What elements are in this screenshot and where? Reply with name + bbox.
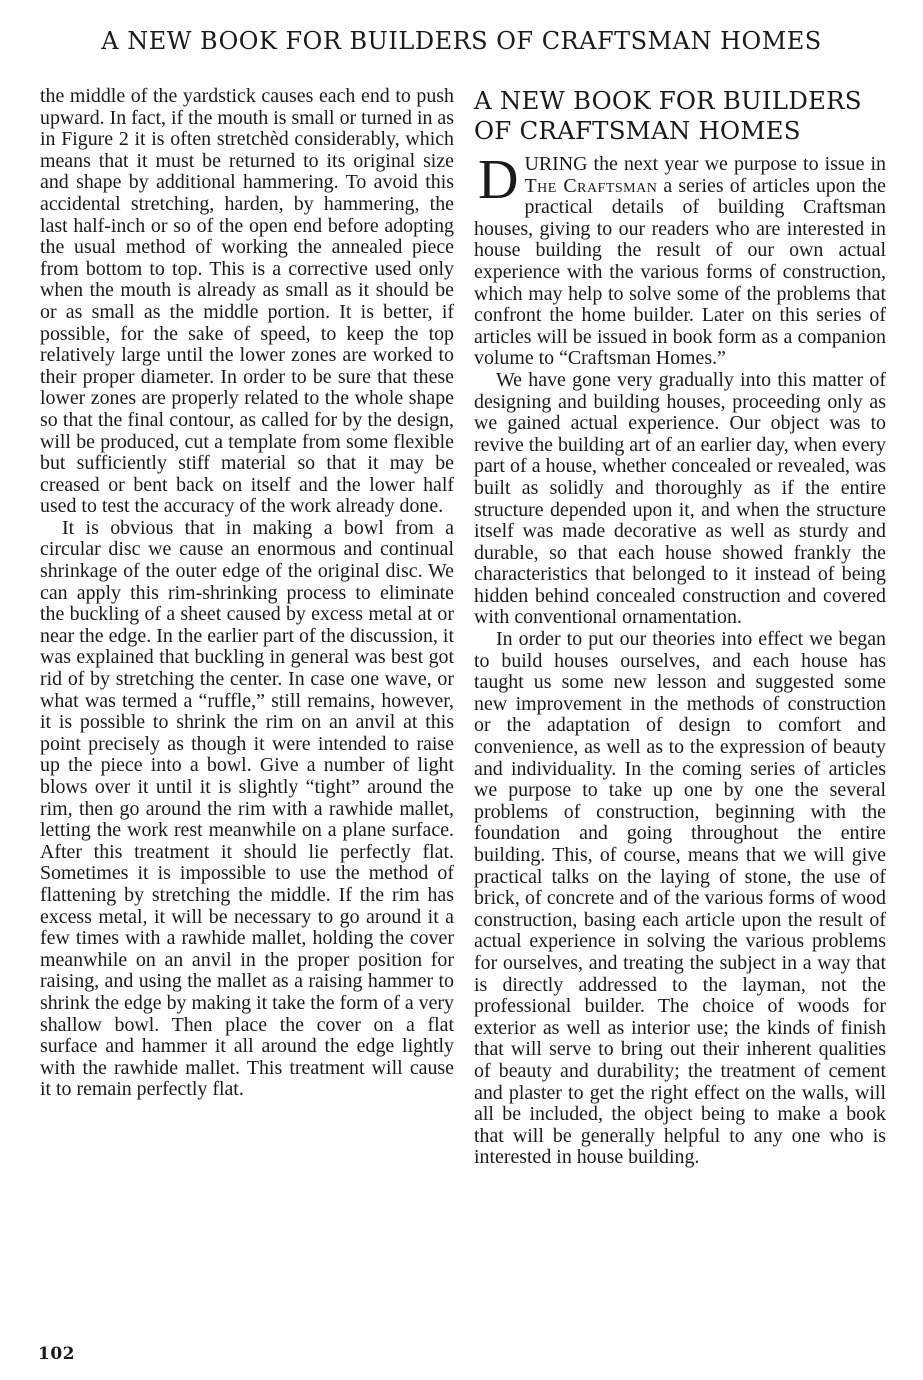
- right-column: [474, 86, 886, 1169]
- page-number: 102: [38, 1344, 75, 1364]
- article-title: A NEW BOOK FOR BUILDERS OF CRAFTSMAN HOMES: [474, 86, 862, 145]
- body-paragraph: the middle of the yardstick causes each end to push upward. In fact, if the mouth is small or turned in as in Figure 2 it is often stretchèd considerably, which means that it must be returned to its original size and shape by additional hammering. To avoid this accidental stretching, harden, by hammering, the last half-inch or so of the open end before adopting the usual method of working the annealed piece from bottom to top. This is a corrective used only when the mouth is already as small as it should be or as small as the middle portion. It is better, if possible, for the sake of speed, to keep the top relatively large until the lower zones are worked to their proper diameter. In order to be sure that these lower zones are properly related to the whole shape so that the final contour, as called for by the design, will be produced, cut a template from some flexible but sufficiently stiff material so that it may be creased or bent back on itself and the lower half used to test the accuracy of the work already done.: [40, 85, 454, 518]
- drop-cap: D: [478, 149, 519, 211]
- left-column: [40, 86, 454, 1101]
- opening-text-end: a series of articles upon the practical details of building Craftsman houses, giving to our readers who are interested in house building the result of our own actual experience with the various forms of construction, which may help to solve some of the problems that confront the home builder. Later on this series of articles will be issued in book form as a companion volume to “Craftsman Homes.”: [474, 174, 887, 370]
- magazine-name: The Craftsman: [524, 174, 658, 197]
- body-paragraph: We have gone very gradually into this matter of designing and building houses, proceeding only as we gained actual experience. Our object was to revive the building art of an earlier day, when every part of a house, whether concealed or revealed, was built as solidly and thoroughly as if the entire structure depended upon it, and when the structure itself was made decorative as well as sturdy and durable, so that each house showed frankly the characteristics that belonged to it instead of being hidden behind concealed construction and covered with conventional ornamentation.: [474, 368, 886, 629]
- body-paragraph: It is obvious that in making a bowl from a circular disc we cause an enormous and continual shrinkage of the outer edge of the original disc. We can apply this rim-shrinking process to eliminate the buckling of a sheet caused by excess metal at or near the edge. In the earlier part of the discussion, it was explained that buckling in general was best got rid of by stretching the center. In case one wave, or what was termed a “ruffle,” still remains, however, it is possible to shrink the rim on an anvil at this point precisely as though it were intended to raise up the piece into a bowl. Give a number of light blows over it until it is slightly “tight” around the rim, then go around the rim with a rawhide mallet, letting the work rest meanwhile on a plane surface. After this treatment it should lie perfectly flat. Sometimes it is impossible to use the method of flattening by stretching the middle. If the rim has excess metal, it will be necessary to go around it a few times with a rawhide mallet, holding the cover meanwhile on an anvil in the proper position for raising, and using the mallet as a raising hammer to shrink the edge by making it take the form of a very shallow bowl. Then place the cover on a flat surface and hammer it all around the edge lightly with the rawhide mallet. This treatment will cause it to remain perfectly flat.: [40, 516, 454, 1101]
- opening-paragraph: [474, 149, 887, 370]
- opening-text-start: URING the next year we purpose to issue in: [524, 153, 886, 175]
- running-head: A NEW BOOK FOR BUILDERS OF CRAFTSMAN HOMES: [101, 27, 822, 55]
- body-paragraph: In order to put our theories into effect we began to build houses ourselves, and each house has taught us some new lesson and suggested some new improvement in the methods of construction or the adaptation of design to comfort and convenience, as well as to the expression of beauty and individuality. In the coming series of articles we purpose to take up one by one the several problems of construction, beginning with the foundation and going throughout the entire building. This, of course, means that we will give practical talks on the laying of stone, the use of brick, of concrete and of the various forms of wood construction, basing each article upon the result of actual experience in solving the various problems for ourselves, and treating the subject in a way that is directly addressed to the layman, not the professional builder. The choice of woods for exterior as well as interior use; the kinds of finish that will serve to bring out their inherent qualities of beauty and durability; the treatment of cement and plaster to get the right effect on the walls, will all be included, the object being to make a book that will be generally helpful to any one who is interested in house building.: [474, 628, 886, 1169]
